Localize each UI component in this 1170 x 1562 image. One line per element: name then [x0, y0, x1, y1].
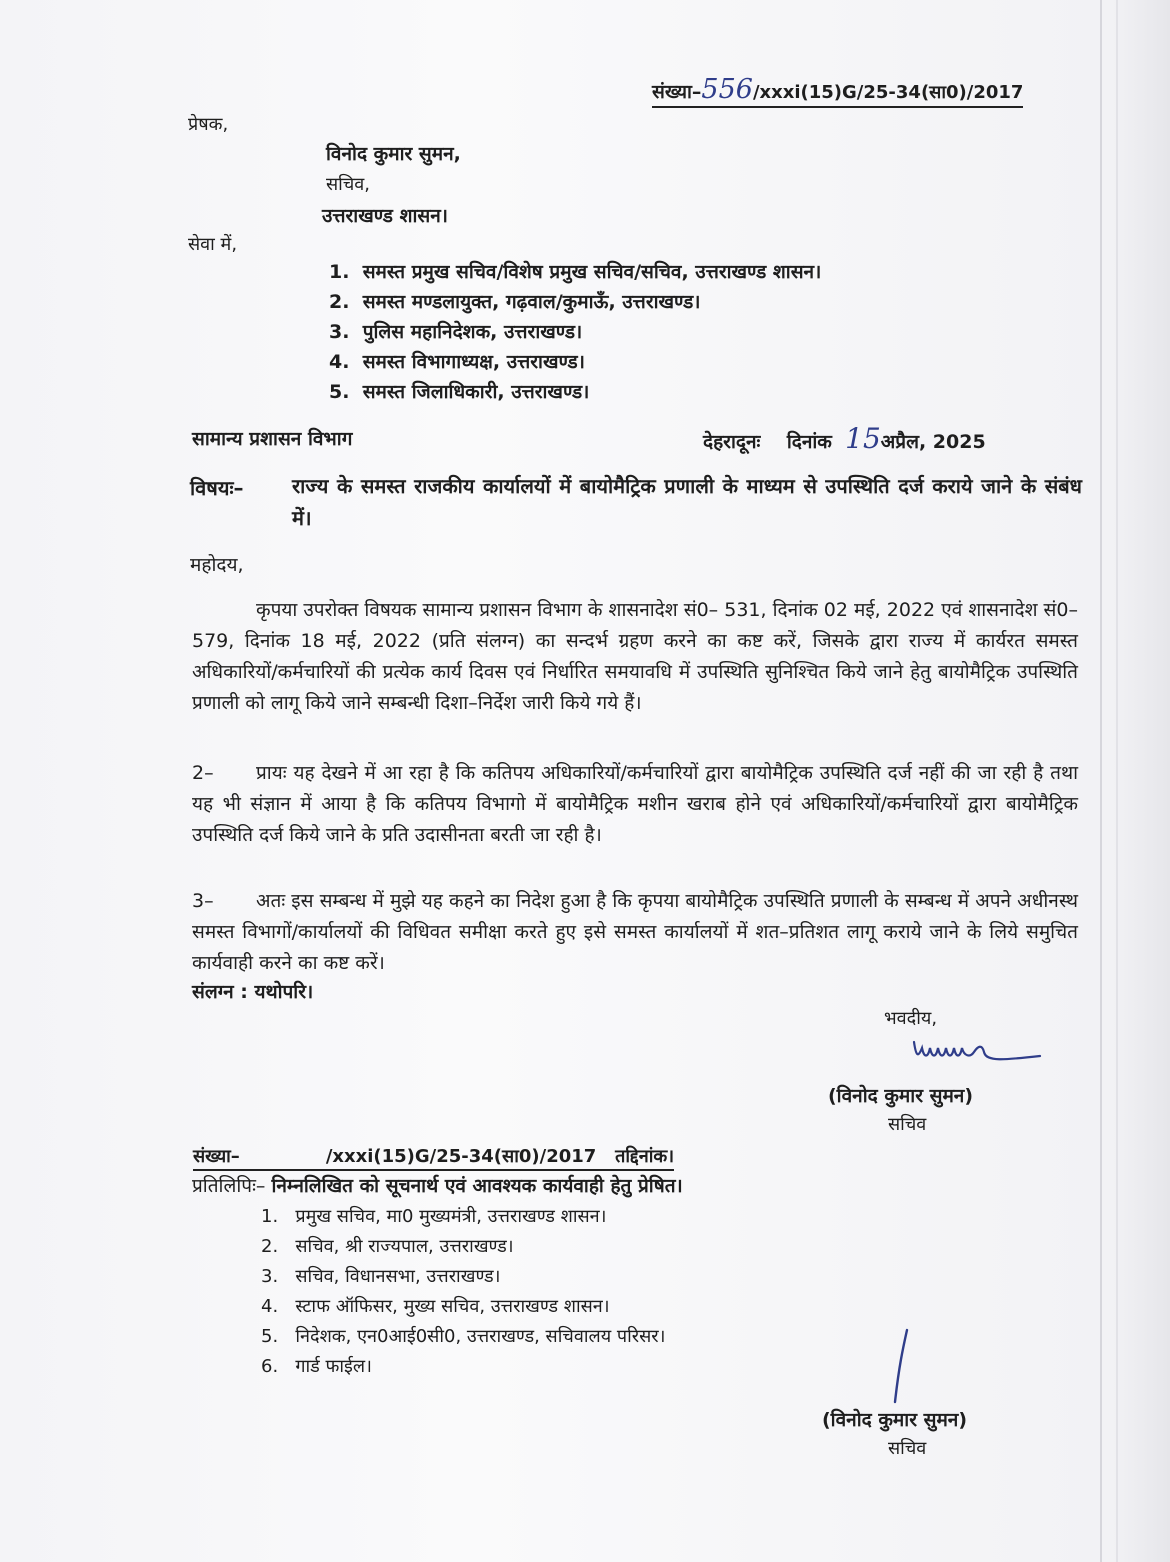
sender-label: प्रेषक,: [188, 114, 229, 135]
paragraph-2: 2– प्रायः यह देखने में आ रहा है कि कतिपय अधिकारियों/कर्मचारियों द्वारा बायोमैट्रिक उपस्थिति दर्ज नहीं की जा रही है तथा यह भी संज्ञान में आया है कि कतिपय विभागो में बायोमैट्रिक मशीन खराब होने एवं अधिकारियों/कर्मचारियों द्वारा बायोमैट्रिक उपस्थिति दर्ज किये जाने के प्रति उदासीनता बरती जा रही है।: [192, 762, 1078, 846]
recipient-item: 5. समस्त जिलाधिकारी, उत्तराखण्ड।: [329, 381, 590, 403]
signature-mark: [908, 1034, 1048, 1074]
copy-item: 4. स्टाफ ऑफिसर, मुख्य सचिव, उत्तराखण्ड शासन।: [261, 1296, 610, 1317]
closing-yours: भवदीय,: [884, 1008, 938, 1029]
page-edge-line: [1100, 0, 1102, 1562]
copy-item: 3. सचिव, विधानसभा, उत्तराखण्ड।: [261, 1266, 501, 1287]
subject-label: विषयः–: [190, 476, 244, 500]
sender-name: विनोद कुमार सुमन,: [326, 143, 461, 165]
copy-item: 2. सचिव, श्री राज्यपाल, उत्तराखण्ड।: [261, 1236, 514, 1257]
recipient-item: 2. समस्त मण्डलायुक्त, गढ़वाल/कुमाऊँ, उत्तराखण्ड।: [329, 291, 701, 313]
recipient-item: 4. समस्त विभागाध्यक्ष, उत्तराखण्ड।: [329, 351, 585, 373]
copy-signatory-designation: सचिव: [888, 1438, 927, 1459]
sender-designation: सचिव,: [326, 174, 370, 195]
salutation: महोदय,: [190, 554, 244, 576]
signature-stroke: [885, 1326, 915, 1406]
handwritten-reference-no: 556: [701, 74, 753, 105]
copy-item: 5. निदेशक, एन0आई0सी0, उत्तराखण्ड, सचिवालय परिसर।: [261, 1326, 666, 1347]
recipients-label: सेवा में,: [188, 234, 238, 255]
reference-number: संख्या–556/xxxi(15)G/25-34(सा0)/2017: [652, 74, 1023, 108]
copy-item: 1. प्रमुख सचिव, मा0 मुख्यमंत्री, उत्तराखण्ड शासन।: [261, 1206, 607, 1227]
paragraph-1: कृपया उपरोक्त विषयक सामान्य प्रशासन विभाग के शासनादेश सं0– 531, दिनांक 02 मई, 2022 एवं शासनादेश सं0– 579, दिनांक 18 मई, 2022 (प्रति संलग्न) का सन्दर्भ ग्रहण करने का कष्ट करें, जिसके द्वारा राज्य में कार्यरत समस्त अधिकारियों/कर्मचारियों की प्रत्येक कार्य दिवस एवं निर्धारित समयावधि में उपस्थिति सुनिश्चित किये जाने हेतु बायोमैट्रिक उपस्थिति प्रणाली को लागू किये जाने सम्बन्धी दिशा–निर्देश जारी किये गये हैं।: [192, 599, 1078, 714]
copy-reference-number: संख्या– /xxxi(15)G/25-34(सा0)/2017 तद्दिनांक।: [193, 1144, 674, 1171]
sender-office: उत्तराखण्ड शासन।: [322, 205, 449, 227]
copy-item: 6. गार्ड फाईल।: [261, 1356, 372, 1377]
enclosure-note: संलग्न : यथोपरि।: [192, 981, 314, 1003]
subject-text: राज्य के समस्त राजकीय कार्यालयों में बायोमैट्रिक प्रणाली के माध्यम से उपस्थिति दर्ज कराये जाने के संबंध में।: [292, 474, 1082, 530]
signatory-designation: सचिव: [888, 1114, 927, 1135]
copy-signatory-name: (विनोद कुमार सुमन): [822, 1409, 968, 1431]
signatory-name: (विनोद कुमार सुमन): [828, 1085, 974, 1107]
copy-heading: प्रतिलिपिः– निम्नलिखित को सूचनार्थ एवं आवश्यक कार्यवाही हेतु प्रेषित।: [192, 1175, 683, 1197]
recipient-item: 1. समस्त प्रमुख सचिव/विशेष प्रमुख सचिव/सचिव, उत्तराखण्ड शासन।: [329, 261, 822, 283]
place-date: देहरादूनः दिनांक 15अप्रैल, 2025: [703, 422, 986, 455]
handwritten-date: 15: [845, 422, 881, 455]
department-name: सामान्य प्रशासन विभाग: [192, 428, 353, 450]
paragraph-3: 3– अतः इस सम्बन्ध में मुझे यह कहने का निदेश हुआ है कि कृपया बायोमैट्रिक उपस्थिति प्रणाली के सम्बन्ध में अपने अधीनस्थ समस्त विभागों/कार्यालयों की विधिवत समीक्षा करते हुए इसे समस्त कार्यालयों में शत–प्रतिशत लागू कराये जाने के लिये समुचित कार्यवाही करने का कष्ट करें।: [192, 890, 1078, 974]
recipient-item: 3. पुलिस महानिदेशक, उत्तराखण्ड।: [329, 321, 583, 343]
page-edge-line: [1116, 0, 1118, 1562]
